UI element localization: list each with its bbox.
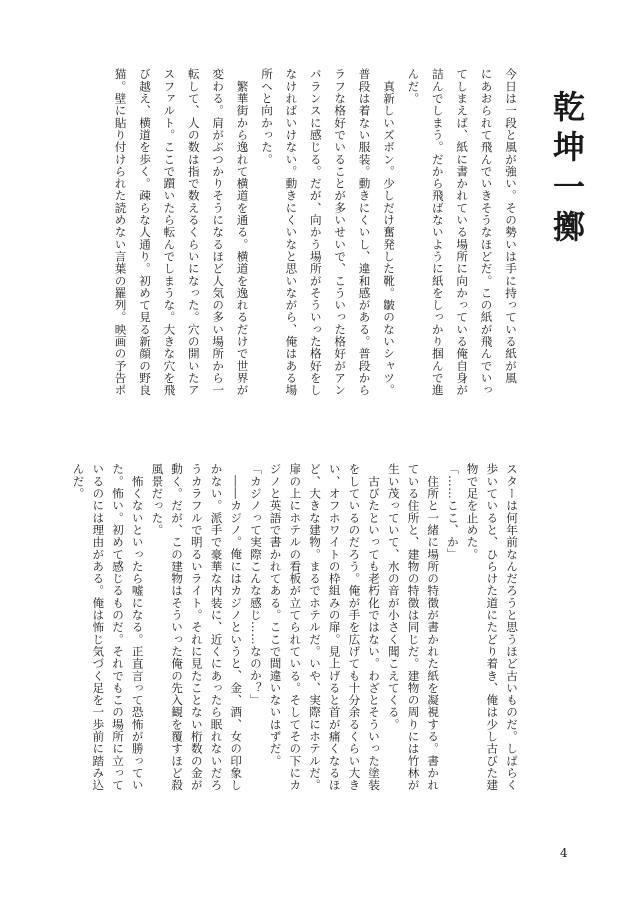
text-column: バランスに感じる。だが、向かう場所がそういった格好をし: [308, 68, 323, 397]
text-column: 住所と一緒に場所の特徴が書かれた紙を凝視する。書かれ: [426, 463, 441, 792]
text-column: なければいけない。動きにくいなと思いながら、俺はある場: [284, 68, 299, 397]
text-column: スファルト。ここで躓いたら転んでしまうな。大きな穴を飛: [162, 68, 177, 397]
text-column: ジノと英語で書かれてある。ここで間違いないはずだ。: [268, 463, 283, 767]
text-column: ――カジノ。俺にはカジノというと、金、酒、女の印象し: [229, 463, 244, 792]
document-title: 乾坤一擲: [548, 90, 586, 250]
text-column: 詰んでしまう。だから飛ばないように紙をしっかり掴んで進: [430, 68, 445, 397]
text-column: ラフな格好でいることが多いせいで、こういった格好がアン: [333, 68, 348, 397]
text-column: てしまえば、紙に書かれている場所に向かっている俺自身が: [455, 68, 470, 397]
text-column: 所へと向かった。: [260, 68, 274, 166]
text-column: 猫。壁に貼り付けられた読めない言葉の羅列。映画の予告ポ: [113, 68, 128, 397]
text-column: いるのには理由がある。俺は怖じ気づく足を一歩前に踏み込: [91, 463, 106, 792]
text-column: スターは何年前なんだろうと思うほど古いものだ。しばらく: [505, 463, 519, 792]
text-column: び越え、横道を歩く。疎らな人通り。初めて見る新顔の野良: [138, 68, 152, 397]
text-column: 風景だった。: [150, 463, 165, 536]
text-column: 変わる。肩がぶつかりそうになるほど人気の多い場所から一: [211, 68, 226, 397]
text-column: 歩いていると、ひらけた道にたどり着き、俺は少し古びた建: [485, 463, 500, 792]
text-column: んだ。: [71, 463, 86, 500]
text-column: 扉の上にホテルの看板が立てられている。そしてその下にカ: [288, 463, 303, 792]
text-column: 物で足を止めた。: [465, 463, 480, 561]
text-column: 動く。だが、この建物はそういった俺の先入観を覆すほど殺: [170, 463, 185, 792]
text-column: かない。派手で豪華な内装に、近くにあったら眠れないだろ: [209, 463, 224, 792]
page-number: 4: [560, 846, 568, 860]
text-column: んだ。: [406, 68, 421, 105]
text-column: 今日は一段と風が強い。その勢いは手に持っている紙が風: [504, 68, 518, 384]
text-column: 古びたといっても老朽化ではない。わざとそういった塗装: [367, 463, 382, 792]
text-column: た。怖い。初めて感じるものだ。それでもこの場所に立って: [111, 463, 125, 792]
text-column: 怖くないといったら嘘になる。正直言って恐怖が勝ってい: [130, 463, 145, 792]
text-column: をしているのだろう。俺が手を広げても十分余るくらい大き: [347, 463, 362, 792]
text-column: 転して、人の数は指で数えるくらいになった。穴の開いたア: [186, 68, 201, 397]
text-column: 普段は着ない服装。動きにくいし、違和感がある。普段から: [357, 68, 372, 397]
text-column: い、オフホワイトの枠組みの扉。見上げると首が痛くなるほ: [327, 463, 342, 792]
text-column: ている住所と、建物の特徴は同じだ。建物の周りには竹林が: [406, 463, 421, 792]
text-column: 「……ここ、か」: [445, 463, 460, 561]
text-column: 真新しいズボン。少しだけ奮発した靴。皺のないシャツ。: [382, 68, 396, 397]
text-column: にあおられて飛んでいきそうなほどだ。この紙が飛んでいっ: [479, 68, 494, 397]
text-column: 繁華街から逸れて横道を通る。横道を逸れるだけで世界が: [235, 68, 250, 397]
text-column: 「カジノって実際こんな感じ……なのか？」: [248, 463, 263, 706]
text-column: 生い茂っていて、水の音が小さく聞こえてくる。: [386, 463, 401, 731]
text-column: ど、大きな建物。まるでホテルだ。いや、実際にホテルだ。: [308, 463, 322, 792]
text-column: うカラフルで明るいライト。それに見たことない桁数の金が: [189, 463, 204, 792]
